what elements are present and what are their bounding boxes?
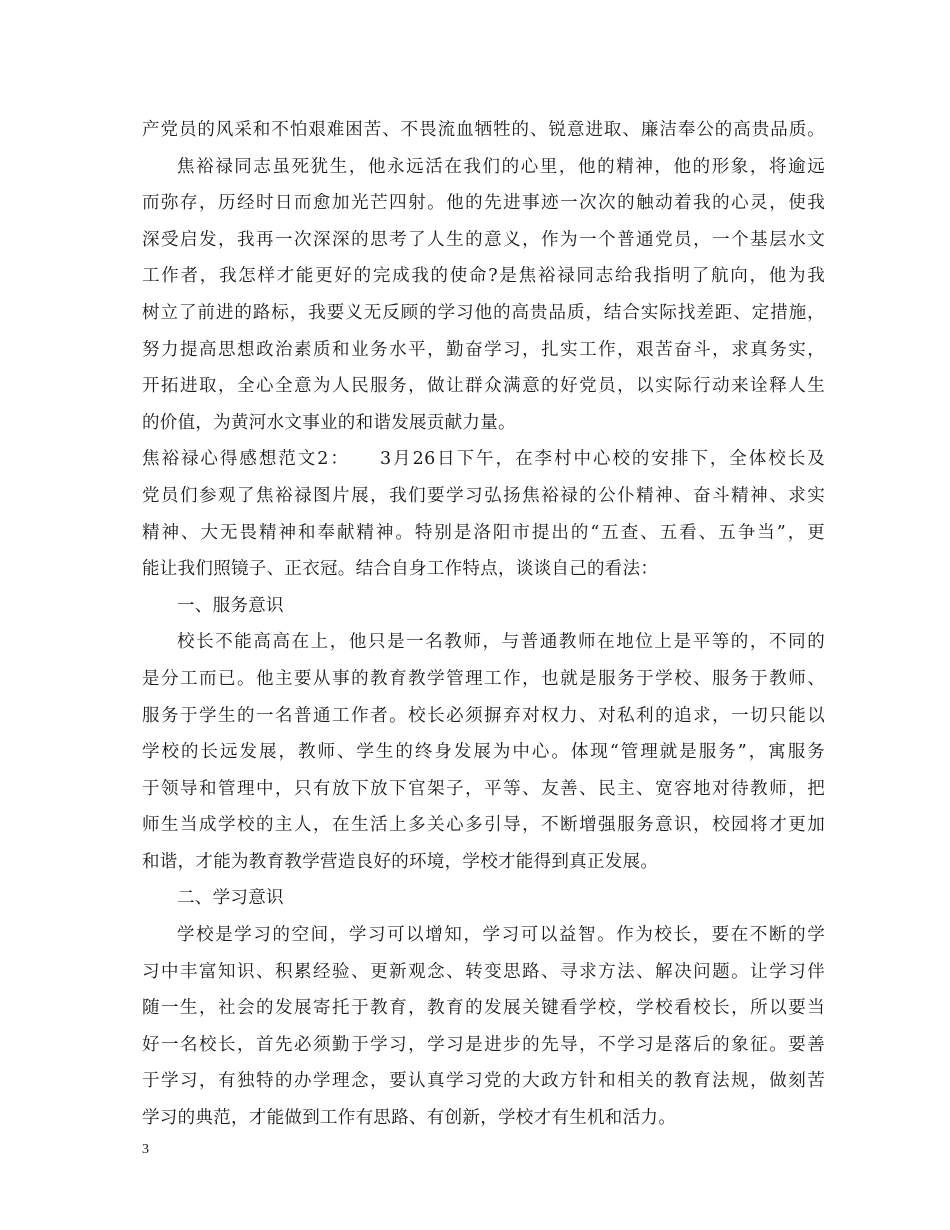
section-heading: 一、服务意识 xyxy=(177,595,284,616)
text-line: 深受启发，我再一次深深的思考了人生的意义，作为一个普通党员，一个基层水文 xyxy=(142,229,825,250)
text-line: 学校是学习的空间，学习可以增知，学习可以益智。作为校长，要在不断的学 xyxy=(177,925,825,946)
text-line: 工作者，我怎样才能更好的完成我的使命?是焦裕禄同志给我指明了航向，他为我 xyxy=(142,266,825,287)
text-line: 努力提高思想政治素质和业务水平，勤奋学习，扎实工作，艰苦奋斗，求真务实， xyxy=(142,339,825,360)
text-line: 而弥存，历经时日而愈加光芒四射。他的先进事迹一次次的触动着我的心灵，使我 xyxy=(142,193,825,214)
text-line: 产党员的风采和不怕艰难困苦、不畏流血牺牲的、锐意进取、廉洁奉公的高贵品质。 xyxy=(142,120,825,140)
text-line: 于领导和管理中，只有放下放下官架子，平等、友善、民主、宽容地对待教师，把 xyxy=(142,778,825,799)
text-line: 校长不能高高在上，他只是一名教师，与普通教师在地位上是平等的，不同的 xyxy=(177,632,825,653)
text-line: 和谐，才能为教育教学营造良好的环境，学校才能得到真正发展。 xyxy=(142,851,659,872)
text-line: 焦裕禄同志虽死犹生，他永远活在我们的心里，他的精神，他的形象，将逾远 xyxy=(177,156,825,177)
text-line: 学校的长远发展，教师、学生的终身发展为中心。体现“管理就是服务”，寓服务 xyxy=(142,742,825,763)
section-heading: 二、学习意识 xyxy=(177,888,284,909)
text-line: 服务于学生的一名普通工作者。校长必须摒弃对权力、对私利的追求，一切只能以 xyxy=(142,705,825,726)
text-line: 精神、大无畏精神和奉献精神。特别是洛阳市提出的“五查、五看、五争当”，更 xyxy=(142,522,825,543)
document-body xyxy=(142,112,825,1137)
text-line: 开拓进取，全心全意为人民服务，做让群众满意的好党员，以实际行动来诠释人生 xyxy=(142,376,825,397)
text-line: 焦裕禄心得感想范文2： 3月26日下午，在李村中心校的安排下，全体校长及 xyxy=(142,449,825,470)
text-line: 的价值，为黄河水文事业的和谐发展贡献力量。 xyxy=(142,412,516,433)
text-line: 于学习，有独特的办学理念，要认真学习党的大政方针和相关的教育法规，做刻苦 xyxy=(142,1071,825,1092)
text-line: 随一生，社会的发展寄托于教育，教育的发展关键看学校，学校看校长，所以要当 xyxy=(142,998,825,1019)
text-line: 学习的典范，才能做到工作有思路、有创新，学校才有生机和活力。 xyxy=(142,1108,676,1129)
text-line: 习中丰富知识、积累经验、更新观念、转变思路、寻求方法、解决问题。让学习伴 xyxy=(142,961,825,982)
page-number: 3 xyxy=(142,1142,149,1157)
text-line: 好一名校长，首先必须勤于学习，学习是进步的先导，不学习是落后的象征。要善 xyxy=(142,1034,825,1055)
text-line: 师生当成学校的主人，在生活上多关心多引导，不断增强服务意识，校园将才更加 xyxy=(142,815,825,836)
text-line: 能让我们照镜子、正衣冠。结合自身工作特点，谈谈自己的看法： xyxy=(142,559,659,580)
text-line: 党员们参观了焦裕禄图片展，我们要学习弘扬焦裕禄的公仆精神、奋斗精神、求实 xyxy=(142,485,825,506)
text-line: 树立了前进的路标，我要义无反顾的学习他的高贵品质，结合实际找差距、定措施， xyxy=(142,302,825,323)
text-line: 是分工而已。他主要从事的教育教学管理工作，也就是服务于学校、服务于教师、 xyxy=(142,668,825,689)
